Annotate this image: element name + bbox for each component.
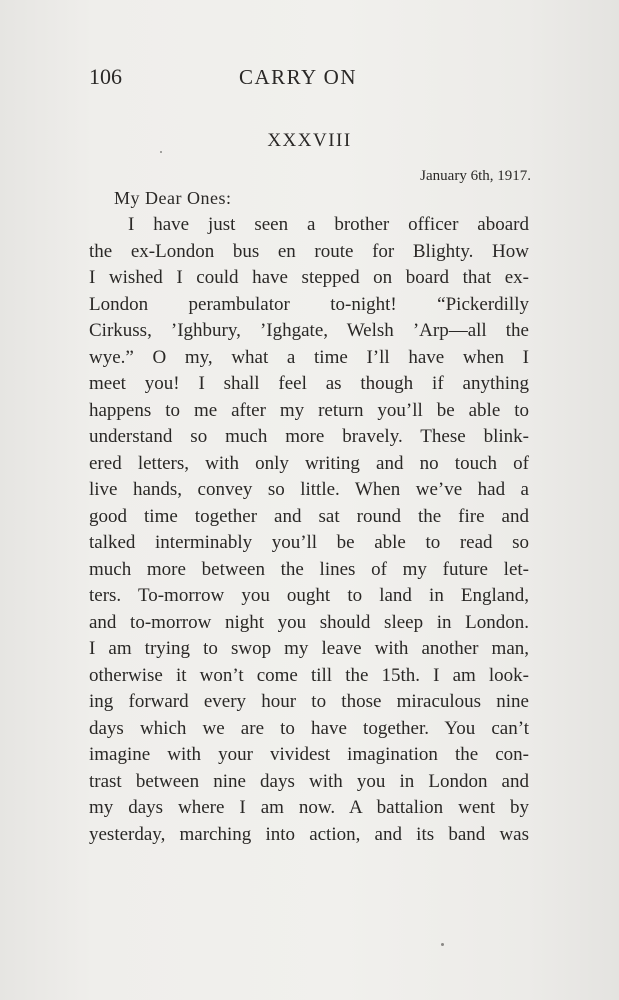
- text-line: wye.” O my, what a time I’ll have when I: [89, 346, 529, 368]
- text-line: my days where I am now. A battalion went by: [89, 797, 529, 818]
- letter-salutation: My Dear Ones:: [114, 188, 232, 208]
- text-line: the ex-London bus en route for Blighty. How: [89, 240, 529, 262]
- text-line: talked interminably you’ll be able to read so: [89, 532, 529, 553]
- text-line: meet you! I shall feel as though if anything: [89, 373, 529, 394]
- paper-speck: [441, 943, 444, 946]
- text-line: London perambulator to-night! “Pickerdilly: [89, 293, 529, 315]
- page-number: 106: [89, 64, 122, 89]
- text-line: ing forward every hour to those miraculous nine: [89, 691, 529, 712]
- text-line: understand so much more bravely. These blink-: [89, 426, 529, 447]
- text-line: days which we are to have together. You can’t: [89, 717, 529, 739]
- letter-date: January 6th, 1917.: [420, 168, 531, 184]
- text-line: live hands, convey so little. When we’ve had a: [89, 479, 529, 500]
- running-head: [89, 64, 529, 94]
- text-line: good time together and sat round the fire and: [89, 505, 529, 527]
- text-line: I wished I could have stepped on board that ex-: [89, 267, 529, 288]
- text-line: much more between the lines of my future let-: [89, 558, 529, 580]
- text-line: imagine with your vividest imagination the con-: [89, 744, 529, 765]
- text-line: happens to me after my return you’ll be able to: [89, 399, 529, 421]
- text-line: I have just seen a brother officer aboard: [128, 214, 529, 235]
- paper-speck: [160, 151, 162, 153]
- text-line: ters. To-morrow you ought to land in England,: [89, 585, 529, 606]
- text-line: Cirkuss, ’Ighbury, ’Ighgate, Welsh ’Arp—all the: [89, 320, 529, 341]
- text-line: I am trying to swop my leave with another man,: [89, 638, 529, 659]
- running-title: CARRY ON: [239, 65, 357, 89]
- text-line: otherwise it won’t come till the 15th. I am look-: [89, 664, 529, 686]
- chapter-number: XXXVIII: [267, 130, 352, 151]
- text-line: and to-morrow night you should sleep in London.: [89, 611, 529, 633]
- text-line: ered letters, with only writing and no touch of: [89, 452, 529, 474]
- letter-body: [89, 212, 529, 848]
- text-line: yesterday, marching into action, and its band was: [89, 823, 529, 845]
- text-line: trast between nine days with you in London and: [89, 770, 529, 792]
